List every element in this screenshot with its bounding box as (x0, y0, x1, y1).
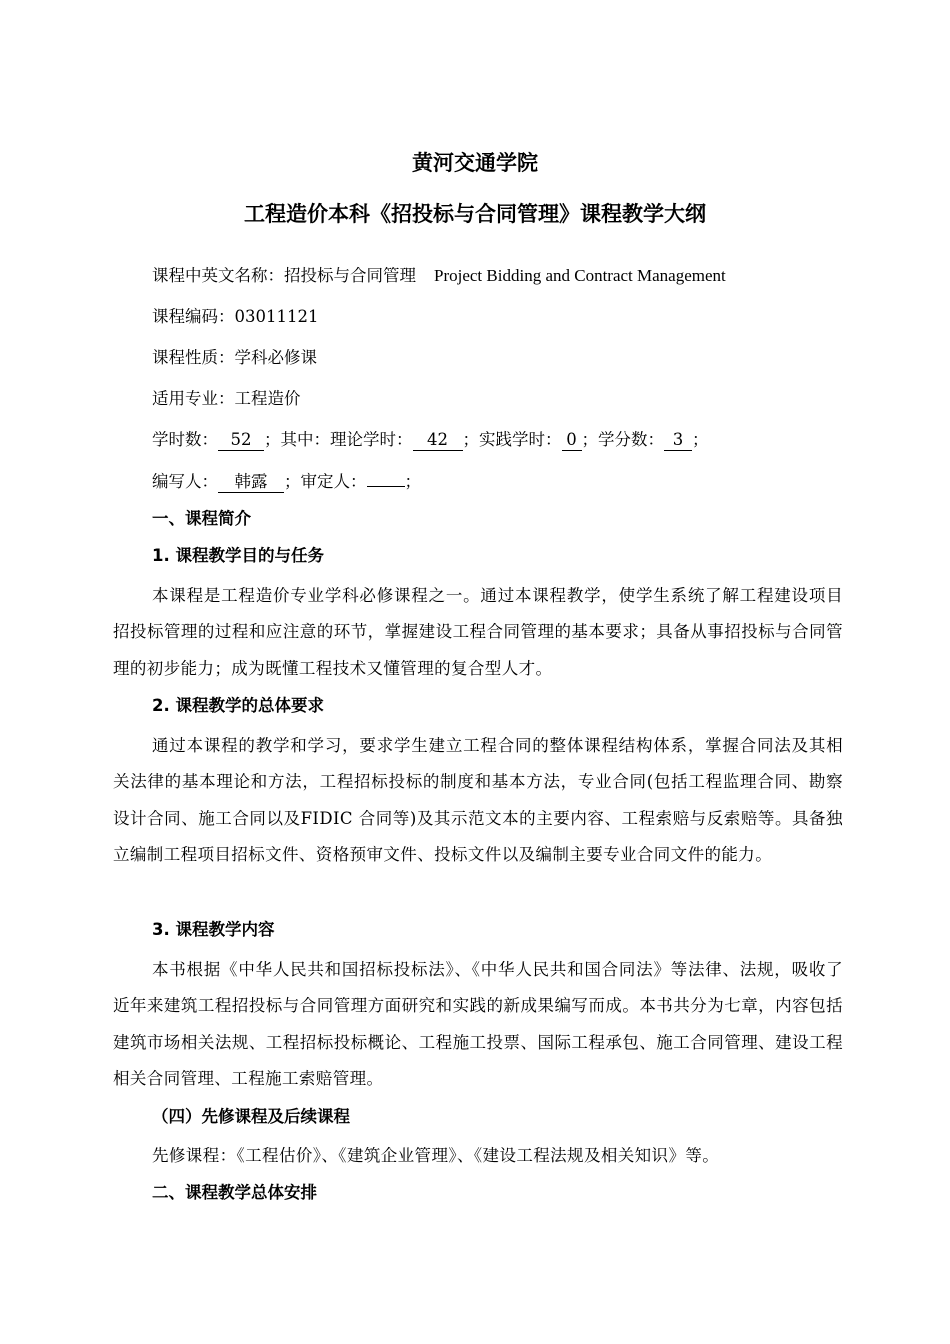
paragraph-objectives: 本课程是工程造价专业学科必修课程之一。通过本课程教学，使学生系统了解工程建设项目招投标管理的过程和应注意的环节，掌握建设工程合同管理的基本要求；具备从事招投标与合同管理的初步能力；成为既懂工程技术又懂管理的复合型人才。 (113, 586, 843, 678)
section-1-4-heading: （四）先修课程及后续课程 (152, 1107, 350, 1126)
course-name-cn: 招投标与合同管理 (284, 266, 416, 285)
major: 工程造价 (234, 389, 301, 408)
author-line (152, 468, 421, 493)
section-1-3-heading: 3. 课程教学内容 (152, 920, 275, 939)
theory-label: ；其中：理论学时： (264, 430, 413, 449)
paragraph-content: 本书根据《中华人民共和国招标投标法》、《中华人民共和国合同法》等法律、法规，吸收了近年来建筑工程招投标与合同管理方面研究和实践的新成果编写而成。本书共分为七章，内容包括建筑市场相关法规、工程招标投标概论、工程施工投票、国际工程承包、施工合同管理、建设工程相关合同管理、工程施工索赔管理。 (113, 960, 843, 1089)
course-nature-line (152, 344, 317, 368)
course-name-line (152, 262, 726, 286)
credits-label: ；学分数： (581, 430, 664, 449)
section-1-heading: 一、课程简介 (152, 509, 251, 528)
practice-label: ；实践学时： (462, 430, 562, 449)
practice-hours: 0 (562, 430, 582, 451)
paragraph-prerequisites: 先修课程：《工程估价》、《建筑企业管理》、《建设工程法规及相关知识》等。 (152, 1146, 720, 1165)
course-nature-label: 课程性质： (152, 348, 235, 367)
theory-hours: 42 (413, 430, 463, 451)
major-line (152, 385, 301, 409)
hours-label: 学时数： (152, 430, 218, 449)
course-nature: 学科必修课 (234, 348, 317, 367)
section-1-2-heading: 2. 课程教学的总体要求 (152, 696, 324, 715)
section-1-1-heading: 1. 课程教学目的与任务 (152, 546, 324, 565)
credits: 3 (664, 430, 692, 451)
paragraph-requirements: 通过本课程的教学和学习，要求学生建立工程合同的整体课程结构体系，掌握合同法及其相关法律的基本理论和方法，工程招标投标的制度和基本方法，专业合同(包括工程监理合同、勘察设计合同、施工合同以及FIDIC 合同等)及其示范文本的主要内容、工程索赔与反索赔等。具备独立编制工程项目招标文件、资格预审文件、投标文件以及编制主要专业合同文件的能力。 (113, 736, 843, 865)
course-code-line (152, 303, 318, 327)
reviewer-label: ；审定人： (284, 472, 367, 491)
reviewer (367, 486, 405, 487)
syllabus-title: 工程造价本科《招投标与合同管理》课程教学大纲 (244, 202, 706, 226)
section-2-heading: 二、课程教学总体安排 (152, 1183, 317, 1202)
institution-title: 黄河交通学院 (412, 151, 538, 175)
course-code: 03011121 (234, 307, 319, 326)
hours-line (152, 426, 709, 451)
course-name-en: Project Bidding and Contract Management (434, 266, 726, 285)
author-label: 编写人： (152, 472, 218, 491)
hours-end: ； (692, 430, 709, 449)
reviewer-end: ； (404, 472, 421, 491)
course-name-label: 课程中英文名称： (152, 266, 284, 285)
major-label: 适用专业： (152, 389, 235, 408)
author: 韩露 (218, 472, 284, 493)
total-hours: 52 (218, 430, 264, 451)
course-code-label: 课程编码： (152, 307, 235, 326)
